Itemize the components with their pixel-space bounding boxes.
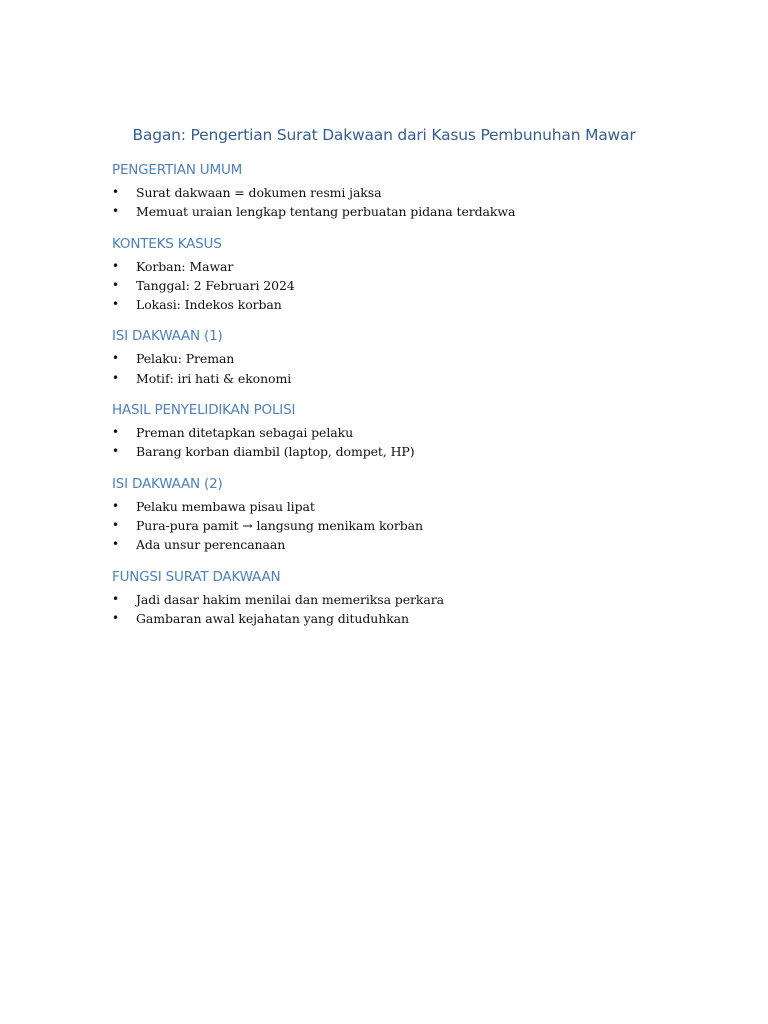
bullet-list [112,257,656,315]
document-title: Bagan: Pengertian Surat Dakwaan dari Kasus Pembunuhan Mawar [132,126,636,144]
bullet-list [112,183,656,222]
list-item-text: Gambaran awal kejahatan yang dituduhkan [136,610,409,626]
list-item [112,442,656,461]
list-item-text: Barang korban diambil (laptop, dompet, HP) [136,444,415,460]
list-item [112,183,656,202]
section-heading: FUNGSI SURAT DAKWAAN [112,568,281,585]
list-item-text: Korban: Mawar [136,258,234,274]
bullet-dot-icon: • [112,610,119,625]
section [112,400,656,462]
section-heading: PENGERTIAN UMUM [112,162,243,178]
bullet-list [112,349,656,388]
document-body [112,160,656,628]
bullet-dot-icon: • [112,277,119,292]
section [112,234,656,315]
bullet-dot-icon: • [112,370,119,385]
list-item [112,516,656,535]
list-item-text: Lokasi: Indekos korban [136,297,282,313]
list-item [112,590,656,609]
section-heading: ISI DAKWAAN (2) [112,475,223,492]
section-heading: KONTEKS KASUS [112,235,222,252]
list-item [112,535,656,554]
section [112,474,656,555]
list-item [112,349,656,368]
section [112,326,656,388]
list-item-text: Ada unsur perencanaan [136,537,286,553]
list-item [112,423,656,442]
bullet-dot-icon: • [112,425,119,440]
bullet-dot-icon: • [112,185,119,199]
bullet-dot-icon: • [112,204,119,219]
bullet-list [112,497,656,555]
bullet-dot-icon: • [112,517,119,532]
bullet-dot-icon: • [112,498,119,513]
list-item [112,609,656,628]
list-item [112,276,656,295]
list-item-text: Motif: iri hati & ekonomi [136,370,292,386]
list-item-text: Tanggal: 2 Februari 2024 [136,277,295,293]
list-item-text: Pelaku membawa pisau lipat [136,498,315,514]
section-heading: ISI DAKWAAN (1) [112,328,223,345]
bullet-dot-icon: • [112,444,119,459]
bullet-dot-icon: • [112,591,119,606]
list-item-text: Preman ditetapkan sebagai pelaku [136,425,354,441]
section [112,567,656,629]
bullet-dot-icon: • [112,297,119,312]
section-heading: HASIL PENYELIDIKAN POLISI [112,402,296,419]
list-item-text: Memuat uraian lengkap tentang perbuatan pidana terdakwa [136,204,516,220]
list-item [112,257,656,276]
bullet-list [112,423,656,462]
list-item [112,202,656,221]
list-item-text: Jadi dasar hakim menilai dan memeriksa perkara [136,591,444,607]
bullet-dot-icon: • [112,258,119,273]
section [112,160,656,222]
list-item-text: Pelaku: Preman [136,351,235,367]
list-item [112,369,656,388]
list-item-text: Pura-pura pamit → langsung menikam korban [136,517,423,533]
list-item [112,295,656,314]
bullet-list [112,590,656,629]
bullet-dot-icon: • [112,351,119,366]
list-item [112,497,656,516]
list-item-text: Surat dakwaan = dokumen resmi jaksa [136,185,382,200]
bullet-dot-icon: • [112,537,119,552]
